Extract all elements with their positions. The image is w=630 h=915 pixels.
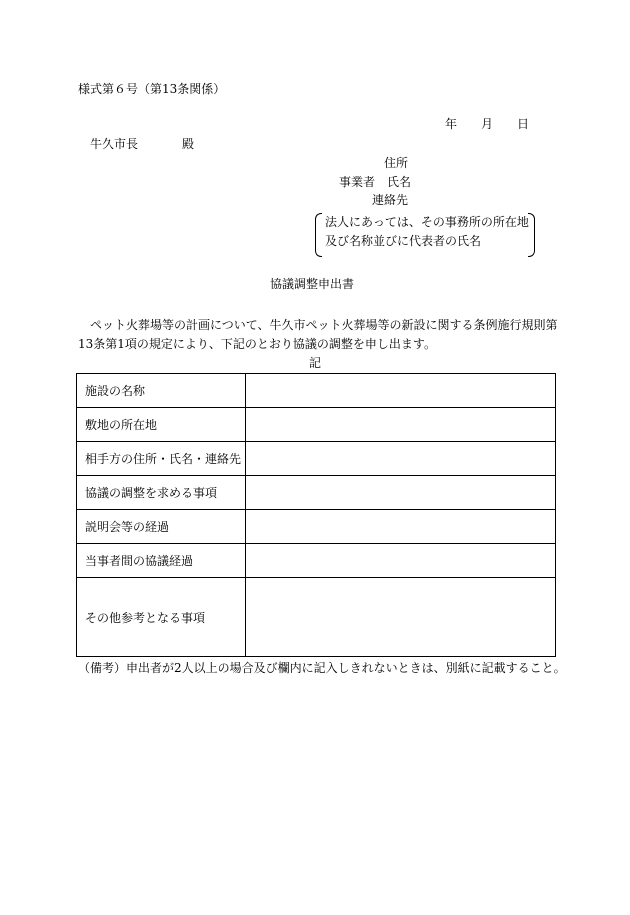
- table-row: [77, 374, 556, 408]
- table-row: [77, 476, 556, 510]
- date-year: 年: [445, 117, 458, 131]
- row-value-field[interactable]: [246, 374, 556, 408]
- row-label: 説明会等の経過: [77, 510, 246, 544]
- date-day: 日: [517, 117, 530, 131]
- date-line: [445, 117, 529, 131]
- row-value-field[interactable]: [246, 442, 556, 476]
- honorific: 殿: [182, 137, 195, 151]
- form-number: 様式第６号（第13条関係）: [78, 82, 226, 96]
- corporate-note-line1: 法人にあっては、その事務所の所在地: [325, 215, 529, 229]
- body-paragraph: ペット火葬場等の計画について、牛久市ペット火葬場等の新設に関する条例施行規則第13条第1項の規定により、下記のとおり協議の調整を申し出ます。: [78, 318, 558, 351]
- table-row: [77, 442, 556, 476]
- addressee-name: 牛久市長: [90, 137, 139, 151]
- row-label: 相手方の住所・氏名・連絡先: [77, 442, 246, 476]
- addressee: [90, 137, 194, 151]
- row-value-field[interactable]: [246, 578, 556, 657]
- row-label: 施設の名称: [77, 374, 246, 408]
- body-text: [78, 316, 558, 354]
- ki-marker: 記: [309, 356, 322, 370]
- table-row: [77, 408, 556, 442]
- corporate-note: [315, 213, 535, 257]
- row-value-field[interactable]: [246, 510, 556, 544]
- name-label: 氏名: [387, 175, 412, 189]
- row-label: 協議の調整を求める事項: [77, 476, 246, 510]
- date-month: 月: [481, 117, 494, 131]
- address-label: 住所: [384, 156, 409, 170]
- remark-note: （備考）申出者が2人以上の場合及び欄内に記入しきれないときは、別紙に記載すること。: [78, 661, 566, 675]
- document-title: 協議調整申出書: [270, 277, 355, 291]
- row-value-field[interactable]: [246, 544, 556, 578]
- table-row: [77, 578, 556, 657]
- corporate-note-line2: 及び名称並びに代表者の氏名: [325, 234, 482, 248]
- row-value-field[interactable]: [246, 476, 556, 510]
- table-row: [77, 544, 556, 578]
- row-label: その他参考となる事項: [77, 578, 246, 657]
- contact-label: 連絡先: [372, 193, 409, 207]
- row-value-field[interactable]: [246, 408, 556, 442]
- business-name-label: [339, 175, 411, 189]
- application-table: [76, 373, 556, 657]
- row-label: 当事者間の協議経過: [77, 544, 246, 578]
- business-label: 事業者: [339, 175, 376, 189]
- table-row: [77, 510, 556, 544]
- row-label: 敷地の所在地: [77, 408, 246, 442]
